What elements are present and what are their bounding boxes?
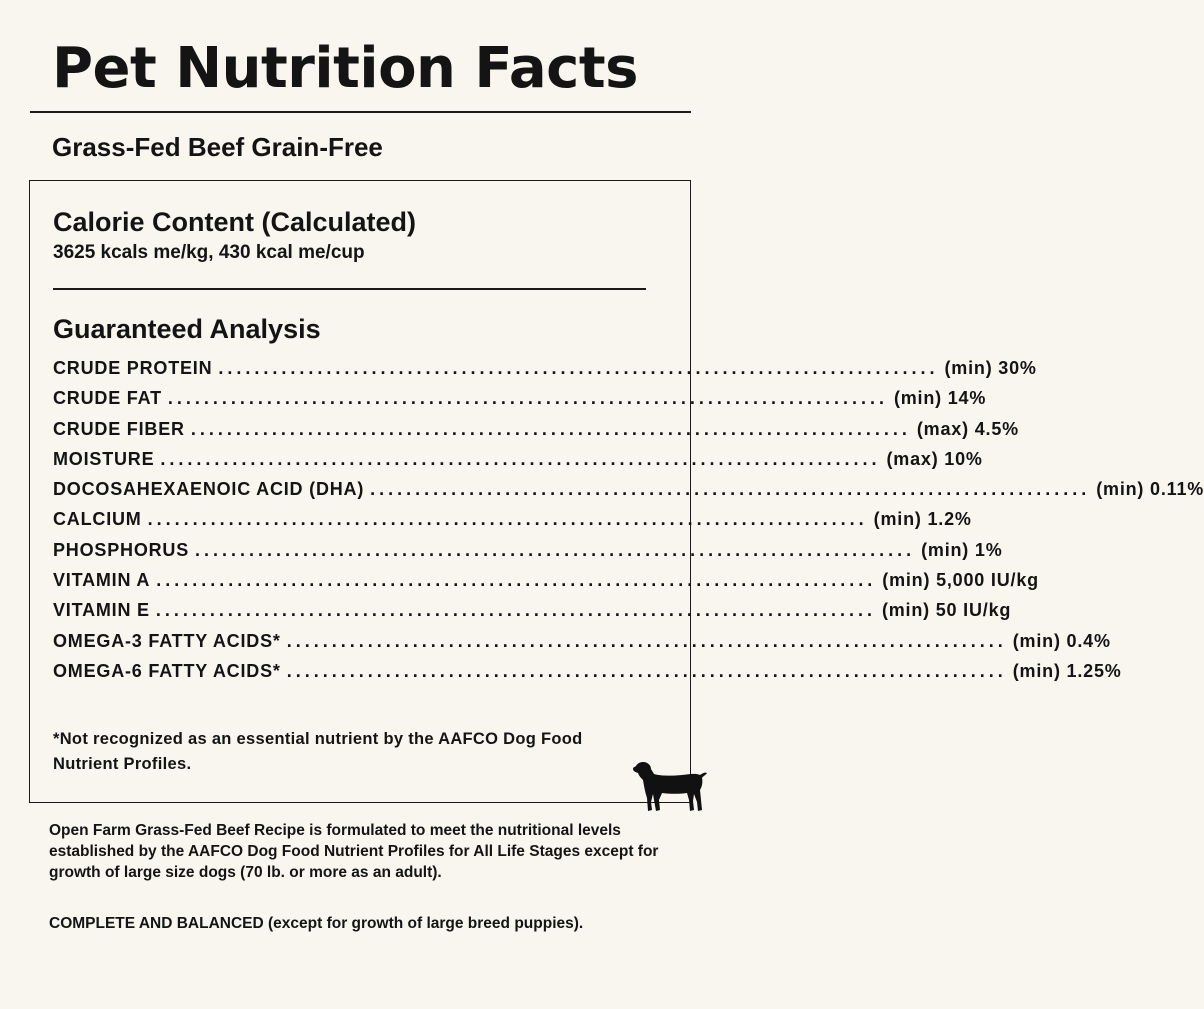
nutrient-name: VITAMIN A [53,570,151,591]
nutrient-name: MOISTURE [53,448,155,469]
leader-dots: ................................................................................ [167,388,888,409]
nutrient-value: (min) 30% [944,358,1037,378]
leader-dots: ................................................................................ [190,418,911,439]
nutrient-value: (min) 1% [921,539,1003,560]
analysis-row [53,353,1037,383]
nutrient-name: DOCOSAHEXAENOIC ACID (DHA) [53,479,365,500]
analysis-heading: Guaranteed Analysis [53,314,321,344]
nutrient-name: CRUDE FAT [53,388,162,409]
analysis-row [53,414,1019,444]
nutrient-name: OMEGA-6 FATTY ACIDS* [53,660,281,681]
analysis-row [53,444,983,474]
leader-dots: ................................................................................ [286,660,1007,681]
calorie-heading: Calorie Content (Calculated) [53,207,417,237]
analysis-row [53,535,1003,565]
nutrient-value: (min) 14% [893,388,987,409]
analysis-row [53,565,1039,595]
complete-balanced-statement: COMPLETE AND BALANCED (except for growth of large breed puppies). [49,915,584,932]
nutrient-value: (max) 10% [886,448,983,469]
aafco-statement: Open Farm Grass-Fed Beef Recipe is formulated to meet the nutritional levels established by the AAFCO Dog Food Nutrient Profiles for All Life Stages except for growth of large size dogs (70 lb. or more as an adult). [49,822,659,881]
analysis-row [53,504,972,534]
nutrient-name: CRUDE PROTEIN [53,358,213,378]
title-divider [30,111,691,113]
leader-dots: ................................................................................ [218,358,939,378]
calorie-value: 3625 kcals me/kg, 430 kcal me/cup [53,242,365,263]
footnote: *Not recognized as an essential nutrient by the AAFCO Dog Food Nutrient Profiles. [53,730,583,773]
nutrient-name: CRUDE FIBER [53,418,185,439]
page-title: Pet Nutrition Facts [52,36,638,101]
nutrient-name: VITAMIN E [53,600,150,621]
analysis-row [53,383,987,413]
nutrient-value: (min) 0.11% [1096,479,1204,500]
leader-dots: ................................................................................ [370,479,1091,500]
dog-icon [632,760,708,814]
analysis-row [53,626,1111,656]
nutrient-value: (min) 50 IU/kg [881,600,1012,621]
nutrient-name: OMEGA-3 FATTY ACIDS* [53,630,281,651]
leader-dots: ................................................................................ [160,448,881,469]
leader-dots: ................................................................................ [155,600,876,621]
nutrient-name: PHOSPHORUS [53,539,190,560]
nutrient-name: CALCIUM [53,509,142,530]
analysis-row [53,595,1012,625]
analysis-row [53,656,1122,686]
leader-dots: ................................................................................ [147,509,868,530]
nutrient-value: (min) 1.25% [1012,660,1122,681]
nutrient-value: (max) 4.5% [916,418,1019,439]
leader-dots: ................................................................................ [286,630,1007,651]
section-divider [53,288,646,290]
analysis-row [53,474,1204,504]
nutrient-value: (min) 1.2% [873,509,972,530]
analysis-rows [53,353,1204,686]
product-name: Grass-Fed Beef Grain-Free [52,132,383,162]
nutrient-value: (min) 5,000 IU/kg [882,570,1039,591]
nutrient-value: (min) 0.4% [1012,630,1111,651]
leader-dots: ................................................................................ [156,570,877,591]
leader-dots: ................................................................................ [195,539,916,560]
